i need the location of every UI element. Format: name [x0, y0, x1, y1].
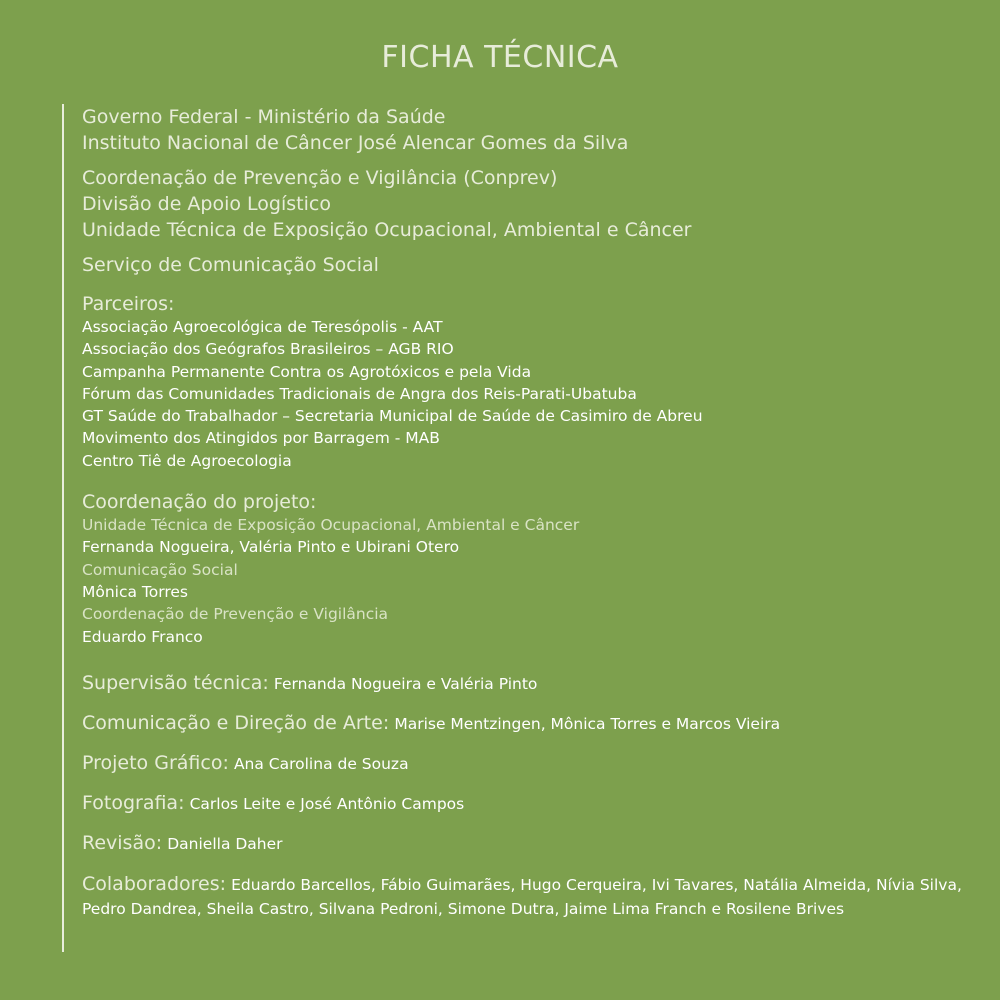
division-line: Unidade Técnica de Exposição Ocupacional, Ambiental e Câncer: [82, 219, 692, 241]
credit-value: Ana Carolina de Souza: [233, 754, 409, 773]
service-group: [82, 252, 962, 278]
credit-row-photography: [82, 792, 962, 814]
division-line: Coordenação de Prevenção e Vigilância (Conprev): [82, 167, 558, 189]
division-line: Divisão de Apoio Logístico: [82, 193, 331, 215]
partner-item: Movimento dos Atingidos por Barragem - MAB: [82, 429, 440, 448]
partner-item: Associação Agroecológica de Teresópolis - AAT: [82, 318, 443, 336]
collaborators-label: Colaboradores:: [82, 872, 227, 895]
coordination-unit: Comunicação Social: [82, 560, 238, 579]
credit-value: Daniella Daher: [167, 834, 283, 853]
coordination-names: Mônica Torres: [82, 582, 188, 601]
credit-label: Comunicação e Direção de Arte:: [82, 711, 390, 734]
coordination-unit: Coordenação de Prevenção e Vigilância: [82, 605, 389, 624]
credit-label: Projeto Gráfico:: [82, 751, 229, 774]
credit-row-graphic-design: [82, 752, 962, 774]
credits-content: [82, 104, 962, 921]
coordination-names: Fernanda Nogueira, Valéria Pinto e Ubirani Otero: [82, 538, 460, 557]
page-title: FICHA TÉCNICA: [381, 40, 619, 75]
partner-item: Centro Tiê de Agroecologia: [82, 451, 292, 470]
credit-row-review: [82, 832, 962, 854]
coordination-unit: Unidade Técnica de Exposição Ocupacional, Ambiental e Câncer: [82, 516, 580, 535]
coordination-heading: Coordenação do projeto:: [82, 491, 317, 514]
credit-row-art-direction: [82, 712, 962, 734]
coordination-section: [82, 490, 962, 648]
institution-line: Instituto Nacional de Câncer José Alencar Gomes da Silva: [82, 132, 629, 154]
division-group: [82, 165, 962, 243]
collaborators-row: [82, 872, 962, 921]
partner-item: GT Saúde do Trabalhador – Secretaria Municipal de Saúde de Casimiro de Abreu: [82, 407, 703, 426]
credit-label: Supervisão técnica:: [82, 671, 269, 694]
partners-section: [82, 292, 962, 472]
partner-item: Fórum das Comunidades Tradicionais de Angra dos Reis-Parati-Ubatuba: [82, 384, 637, 403]
credit-label: Fotografia:: [82, 791, 185, 814]
credit-value: Carlos Leite e José Antônio Campos: [189, 794, 465, 813]
vertical-rule: [62, 104, 64, 952]
credit-value: Fernanda Nogueira e Valéria Pinto: [273, 674, 538, 693]
partner-item: Campanha Permanente Contra os Agrotóxicos e pela Vida: [82, 362, 532, 381]
partner-item: Associação dos Geógrafos Brasileiros – AGB RIO: [82, 340, 454, 359]
partners-heading: Parceiros:: [82, 293, 175, 315]
credit-value: Marise Mentzingen, Mônica Torres e Marcos Vieira: [394, 714, 781, 733]
service-line: Serviço de Comunicação Social: [82, 254, 379, 276]
institution-line: Governo Federal - Ministério da Saúde: [82, 106, 446, 128]
collaborators-value: Eduardo Barcellos, Fábio Guimarães, Hugo Cerqueira, Ivi Tavares, Natália Almeida, Nívia Silva, Pedro Dandrea, Sheila Castro, Silvana Pedroni, Simone Dutra, Jaime Lima Franch e Rosilene Brives: [82, 875, 962, 918]
institution-group: [82, 104, 962, 156]
coordination-names: Eduardo Franco: [82, 627, 203, 646]
credit-label: Revisão:: [82, 831, 163, 854]
credit-row-supervision: [82, 672, 962, 694]
